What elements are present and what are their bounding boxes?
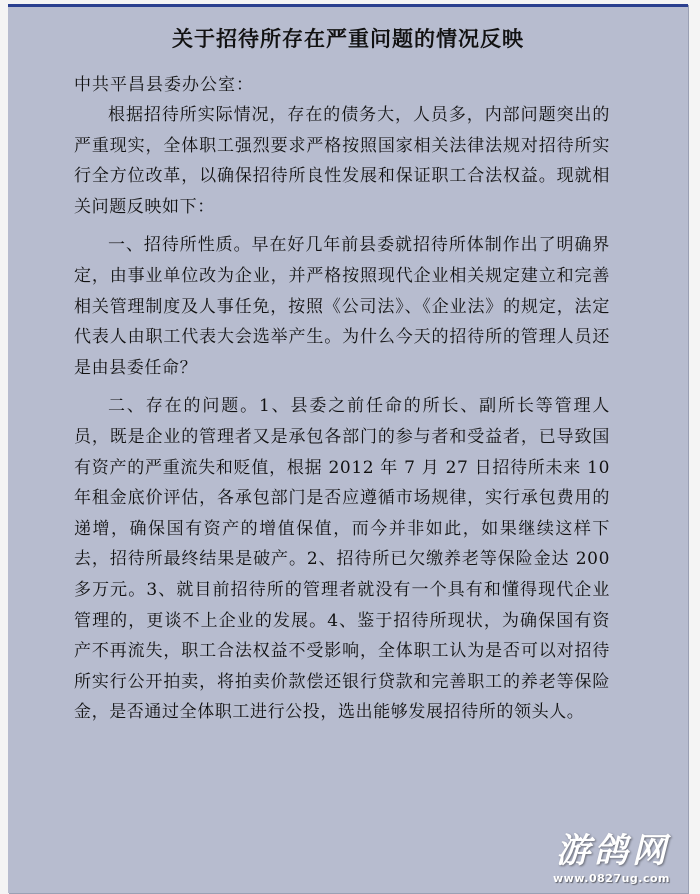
site-watermark	[553, 823, 670, 885]
watermark-url: www.0827ug.com	[553, 872, 670, 885]
watermark-logo-text: 游鸽网	[556, 831, 670, 871]
paragraph-intro: 根据招待所实际情况，存在的债务大，人员多，内部问题突出的严重现实，全体职工强烈要求严格按照国家相关法律法规对招待所实行全方位改革，以确保招待所良性发展和保证职工合法权益。现就相关问题反映如下：	[74, 105, 610, 217]
salutation: 中共平昌县委办公室：	[74, 75, 254, 95]
document-page	[8, 4, 688, 893]
document-title: 关于招待所存在严重问题的情况反映	[172, 26, 524, 51]
paragraph-section-two: 二、存在的问题。1、县委之前任命的所长、副所长等管理人员，既是企业的管理者又是承包各部门的参与者和受益者，已导致国有资产的严重流失和贬值，根据 2012 年 7 月 27 日招待所未来 10 年租金底价评估，各承包部门是否应遵循市场规律，实行承包费用的递增，确保国有资产的增值保值，而今并非如此，如果继续这样下去，招待所最终结果是破产。2、招待所已欠缴养老等保险金达 200 多万元。3、就目前招待所的管理者就没有一个具有和懂得现代企业管理的，更谈不上企业的发展。4、鉴于招待所现状，为确保国有资产不再流失，职工合法权益不受影响，全体职工认为是否可以对招待所实行公开拍卖，将拍卖价款偿还银行贷款和完善职工的养老等保险金，是否通过全体职工进行公投，选出能够发展招待所的领头人。	[74, 396, 610, 723]
document-body	[74, 100, 610, 736]
paragraph-section-one: 一、招待所性质。早在好几年前县委就招待所体制作出了明确界定，由事业单位改为企业，并严格按照现代企业相关规定建立和完善相关管理制度及人事任免，按照《公司法》、《企业法》的规定，法定代表人由职工代表大会选举产生。为什么今天的招待所的管理人员还是由县委任命？	[74, 235, 610, 378]
